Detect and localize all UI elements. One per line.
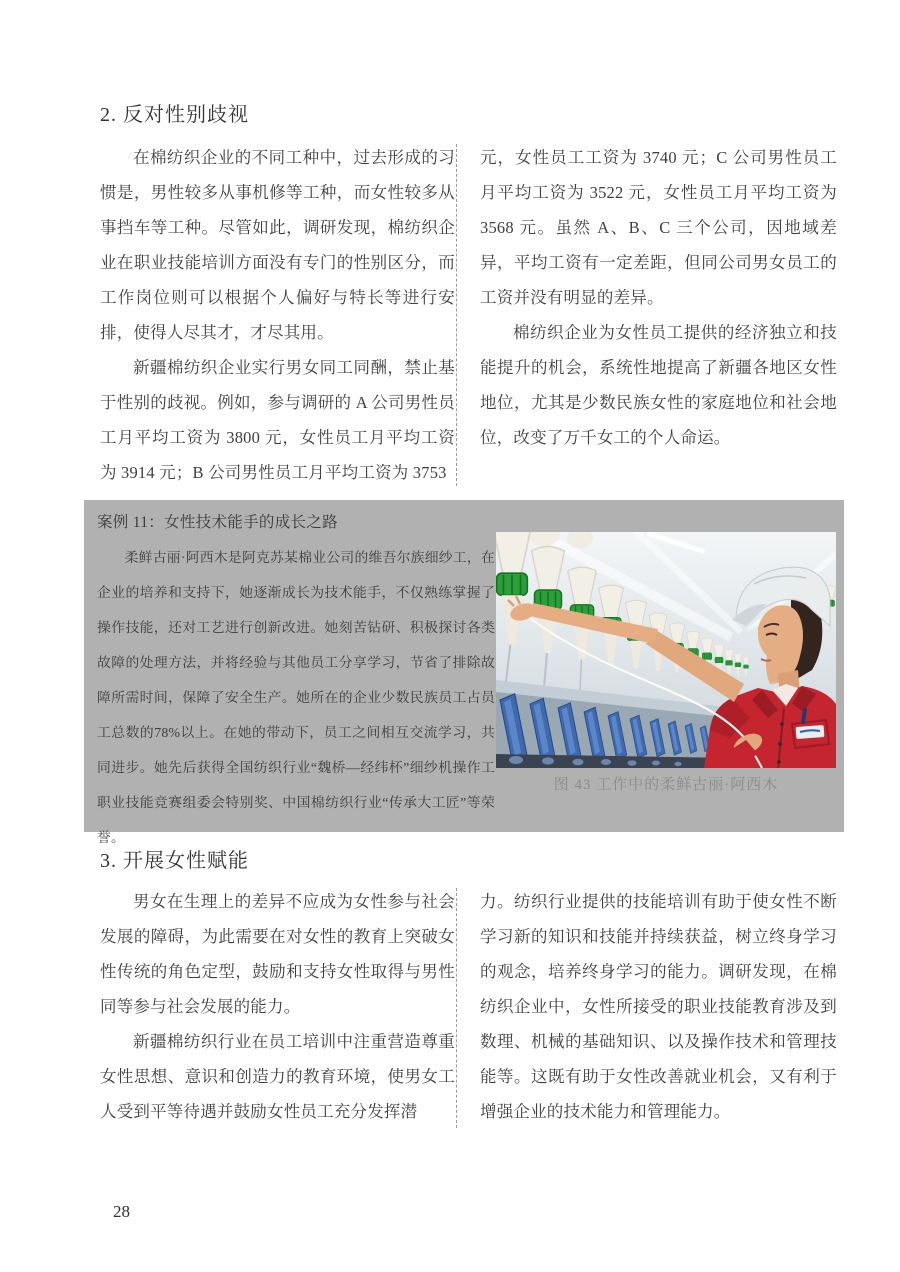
paragraph: 元，女性员工工资为 3740 元；C 公司男性员工月平均工资为 3522 元，女性员工月平均工资为 3568 元。虽然 A、B、C 三个公司，因地域差异，平均工资有一定差距，但同公司男女员工的工资并没有明显的差异。	[480, 148, 837, 307]
column-divider	[456, 144, 457, 486]
figure-caption: 图 43 工作中的柔鲜古丽·阿西木	[553, 777, 779, 793]
paragraph: 力。纺织行业提供的技能培训有助于使女性不断学习新的知识和技能并持续获益，树立终身学习的观念，培养终身学习的能力。调研发现，在棉纺织企业中，女性所接受的职业技能教育涉及到数理、机械的基础知识、以及操作技术和管理技能等。这既有助于女性改善就业机会，又有利于增强企业的技术能力和管理能力。	[480, 892, 837, 1121]
section-2-heading: 2. 反对性别歧视	[100, 104, 249, 126]
paragraph: 新疆棉纺织企业实行男女同工同酬，禁止基于性别的歧视。例如，参与调研的 A 公司男性员工月平均工资为 3800 元，女性员工月平均工资为 3914 元；B 公司男性员工月平均工资为 3753	[100, 358, 455, 482]
page-number: 28	[113, 1202, 130, 1221]
case-study-box	[84, 500, 844, 845]
paragraph: 棉纺织企业为女性员工提供的经济独立和技能提升的机会，系统性地提高了新疆各地区女性地位，尤其是少数民族女性的家庭地位和社会地位，改变了万千女工的个人命运。	[480, 323, 837, 447]
figure-43	[496, 532, 836, 794]
case-study-body: 柔鲜古丽·阿西木是阿克苏某棉业公司的维吾尔族细纱工，在企业的培养和支持下，她逐渐成长为技术能手，不仅熟练掌握了操作技能，还对工艺进行创新改进。她刻苦钻研、积极探讨各类故障的处理方法，并将经验与其他员工分享学习，节省了排除故障所需时间，保障了安全生产。她所在的企业少数民族员工占员工总数的78%以上。在她的带动下，员工之间相互交流学习，共同进步。她先后获得全国纺织行业“魏桥—经纬杯”细纱机操作工职业技能竞赛组委会特别奖、中国棉纺织行业“传承大工匠”等荣誉。	[97, 550, 495, 845]
section-3-left-column	[100, 884, 455, 1132]
paragraph: 在棉纺织企业的不同工种中，过去形成的习惯是，男性较多从事机修等工种，而女性较多从事挡车等工种。尽管如此，调研发现，棉纺织企业在职业技能培训方面没有专门的性别区分，而工作岗位则可以根据个人偏好与特长等进行安排，使得人尽其才，才尽其用。	[100, 148, 455, 342]
section-2-left-column	[100, 140, 455, 490]
section-2-columns	[100, 140, 837, 490]
paragraph: 男女在生理上的差异不应成为女性参与社会发展的障碍，为此需要在对女性的教育上突破女性传统的角色定型，鼓励和支持女性取得与男性同等参与社会发展的能力。	[100, 892, 455, 1016]
factory-photo	[496, 532, 836, 768]
case-study-title: 案例 11：女性技术能手的成长之路	[97, 514, 338, 531]
section-3-right-column	[480, 884, 837, 1132]
section-2-right-column	[480, 140, 837, 490]
section-3-heading: 3. 开展女性赋能	[100, 850, 249, 872]
section-3-columns	[100, 884, 837, 1132]
paragraph: 新疆棉纺织行业在员工培训中注重营造尊重女性思想、意识和创造力的教育环境，使男女工人受到平等待遇并鼓励女性员工充分发挥潜	[100, 1032, 455, 1121]
column-divider	[456, 888, 457, 1128]
